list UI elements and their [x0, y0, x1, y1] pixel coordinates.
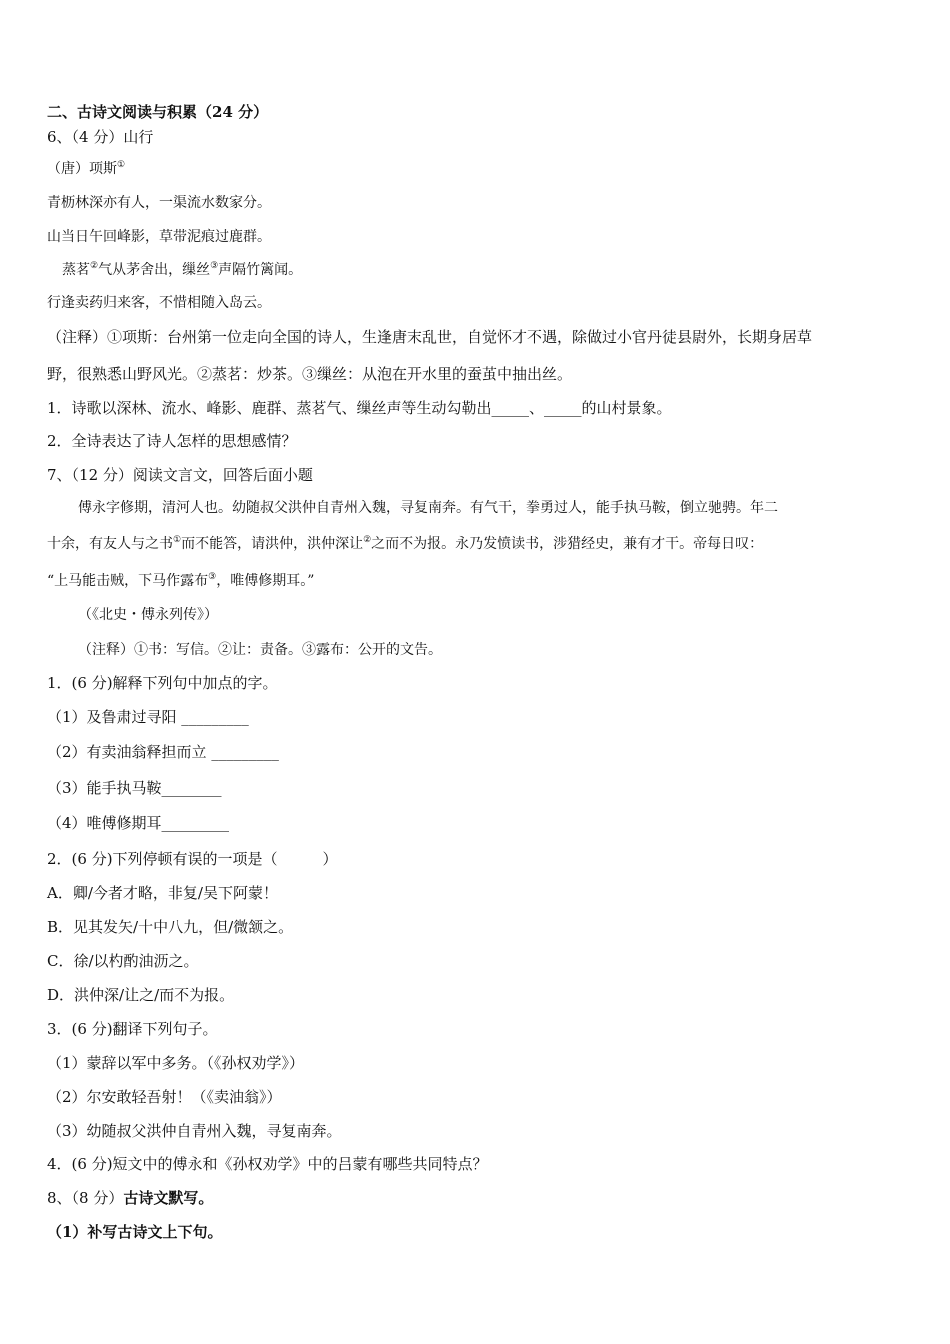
q7-notes: （注释）①书：写信。②让：责备。③露布：公开的文告。 [78, 642, 442, 658]
q7-sub3-header: 3．(6 分)翻译下列句子。 [47, 1020, 218, 1038]
q8-header: 8、（8 分）古诗文默写。 [47, 1189, 214, 1207]
q6-author: （唐）项斯① [47, 160, 126, 177]
poem-line-4: 行逢卖药归来客，不惜相随入岛云。 [47, 295, 271, 311]
q7-sub2-option: D．洪仲深/让之/而不为报。 [47, 986, 235, 1004]
q7-sub2-option: A．卿/今者才略，非复/吴下阿蒙！ [47, 884, 278, 902]
q7-source: （《北史・傅永列传》） [78, 607, 218, 623]
q6-sub-question-1: 1．诗歌以深林、流水、峰影、鹿群、蒸茗气、缫丝声等生动勾勒出_____、_____的山村景象。 [47, 399, 672, 417]
footnote-mark: ③ [210, 261, 219, 271]
q7-sub2-option: C．徐/以杓酌油沥之。 [47, 952, 199, 970]
q7-sub3-item: （3）幼随叔父洪仲自青州入魏，寻复南奔。 [47, 1122, 342, 1140]
footnote-mark: ① [117, 160, 126, 170]
q7-sub3-item: （2）尔安敢轻吾射！（《卖油翁》） [47, 1088, 282, 1106]
q7-header: 7、（12 分）阅读文言文，回答后面小题 [47, 466, 313, 484]
footnote-mark: ② [90, 261, 99, 271]
q7-sub2-option: B．见其发矢/十中八九，但/微颔之。 [47, 918, 294, 936]
q7-sub4: 4．(6 分)短文中的傅永和《孙权劝学》中的吕蒙有哪些共同特点？ [47, 1155, 488, 1173]
q7-sub1-header: 1．(6 分)解释下列句中加点的字。 [47, 674, 278, 692]
poem-line-1: 青枥林深亦有人，一渠流水数家分。 [47, 195, 271, 211]
q7-sub1-item: （1）及鲁肃过寻阳 _________ [47, 708, 249, 726]
q8-sub-question-1: （1）补写古诗文上下句。 [47, 1223, 223, 1241]
q7-sub2-header: 2．(6 分)下列停顿有误的一项是（ ） [47, 850, 338, 868]
q7-passage-line-2: 十余，有友人与之书①而不能答，请洪仲，洪仲深让②之而不为报。永乃发愤读书，涉猎经史，兼有才干。帝每日叹： [47, 535, 764, 552]
footnote-mark: ② [363, 535, 372, 545]
q7-sub1-item: （3）能手执马鞍________ [47, 779, 222, 797]
q7-sub1-item: （4）唯傅修期耳_________ [47, 814, 230, 832]
q7-sub1-item: （2）有卖油翁释担而立 _________ [47, 743, 279, 761]
q6-sub-question-2: 2．全诗表达了诗人怎样的思想感情？ [47, 432, 297, 450]
q7-passage-line-1: 傅永字修期，清河人也。幼随叔父洪仲自青州入魏，寻复南奔。有气干，拳勇过人，能手执马鞍，倒立驰骋。年二 [78, 500, 778, 516]
q7-passage-line-3: “上马能击贼，下马作露布③，唯傅修期耳。” [47, 572, 315, 589]
footnote-mark: ① [173, 535, 182, 545]
q6-note-line-2: 野，很熟悉山野风光。②蒸茗：炒茶。③缫丝：从泡在开水里的蚕茧中抽出丝。 [47, 365, 573, 383]
poem-line-2: 山当日午回峰影，草带泥痕过鹿群。 [47, 229, 271, 245]
section-title: 二、古诗文阅读与积累（24 分） [47, 103, 269, 121]
q7-sub3-item: （1）蒙辞以军中多务。（《孙权劝学》） [47, 1054, 305, 1072]
footnote-mark: ③ [208, 572, 217, 582]
q6-note-line-1: （注释）①项斯：台州第一位走向全国的诗人，生逢唐末乱世，自觉怀才不遇，除做过小官丹徒县尉外，长期身居草 [47, 328, 813, 346]
poem-line-3: 蒸茗②气从茅舍出，缫丝③声隔竹篱闻。 [62, 261, 303, 278]
q6-header: 6、（4 分）山行 [47, 128, 154, 146]
